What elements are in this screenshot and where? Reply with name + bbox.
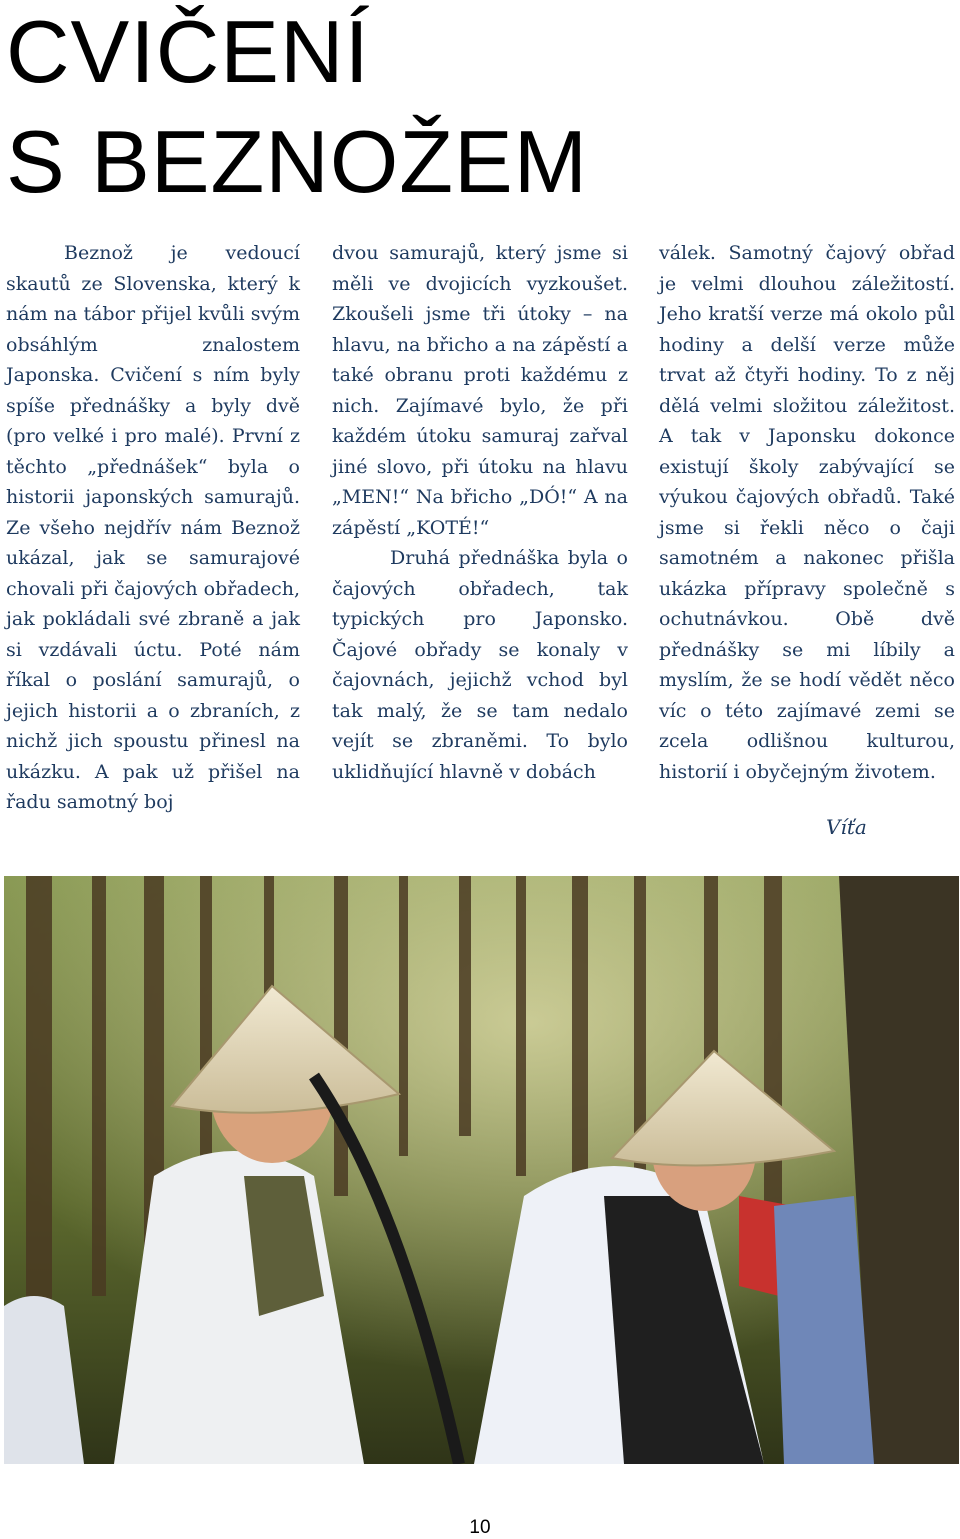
paragraph: Druhá přednáška byla o čajových obřadech, tak typických pro Japonsko. Čajové obřady se konaly v čajovnách, jejichž vchod byl tak malý, že se tam nedalo vejít se zbraněmi. To bylo uklidňující hlavně v dobách [332,547,628,783]
article-author: Víťa [826,815,867,839]
text-column-3 [659,238,955,787]
page-number: 10 [469,1517,491,1538]
article-photo [4,876,959,1464]
article-title-line-1: CVIČENÍ [6,2,370,101]
paragraph: válek. Samotný čajový obřad je velmi dlouhou záležitostí. Jeho kratší verze má okolo půl hodiny a delší verze může trvat až čtyři hodiny. To z něj dělá velmi složitou záležitost. A tak v Japonsku dokonce existují školy zabývající se výukou čajových obřadů. Také jsme si řekli něco o čaji samotném a nakonec přišla ukázka přípravy společně s ochutnávkou. Obě dvě přednášky se mi líbily a myslím, že se hodí vědět něco víc o této zajímavé zemi se zcela odlišnou kulturou, historií i obyčejným životem. [659,242,955,783]
text-column-1 [6,238,300,818]
paragraph: Beznož je vedoucí skautů ze Slovenska, který k nám na tábor přijel kvůli svým obsáhlým znalostem Japonska. Cvičení s ním byly spíše přednášky a byly dvě (pro velké i pro malé). První z těchto „přednášek“ byla o historii japonských samurajů. Ze všeho nejdřív nám Beznož ukázal, jak se samurajové chovali při čajových obřadech, jak pokládali své zbraně a jak si vzdávali úctu. Poté nám říkal o poslání samurajů, o jejich historii a o zbraních, z nichž jich spoustu přinesl na ukázku. A pak už přišel na řadu samotný boj [6,242,300,813]
text-column-2 [332,238,628,787]
photo-illustration [4,876,959,1464]
paragraph: dvou samurajů, který jsme si měli ve dvojicích vyzkoušet. Zkoušeli jsme tři útoky – na hlavu, na břicho a na zápěstí a také obranu proti každému z nich. Zajímavé bylo, že při každém útoku samuraj zařval jiné slovo, při útoku na hlavu „MEN!“ Na břicho „DÓ!“ A na zápěstí „KOTÉ!“ [332,242,628,539]
article-title-line-2: S BEZNOŽEM [6,112,589,211]
